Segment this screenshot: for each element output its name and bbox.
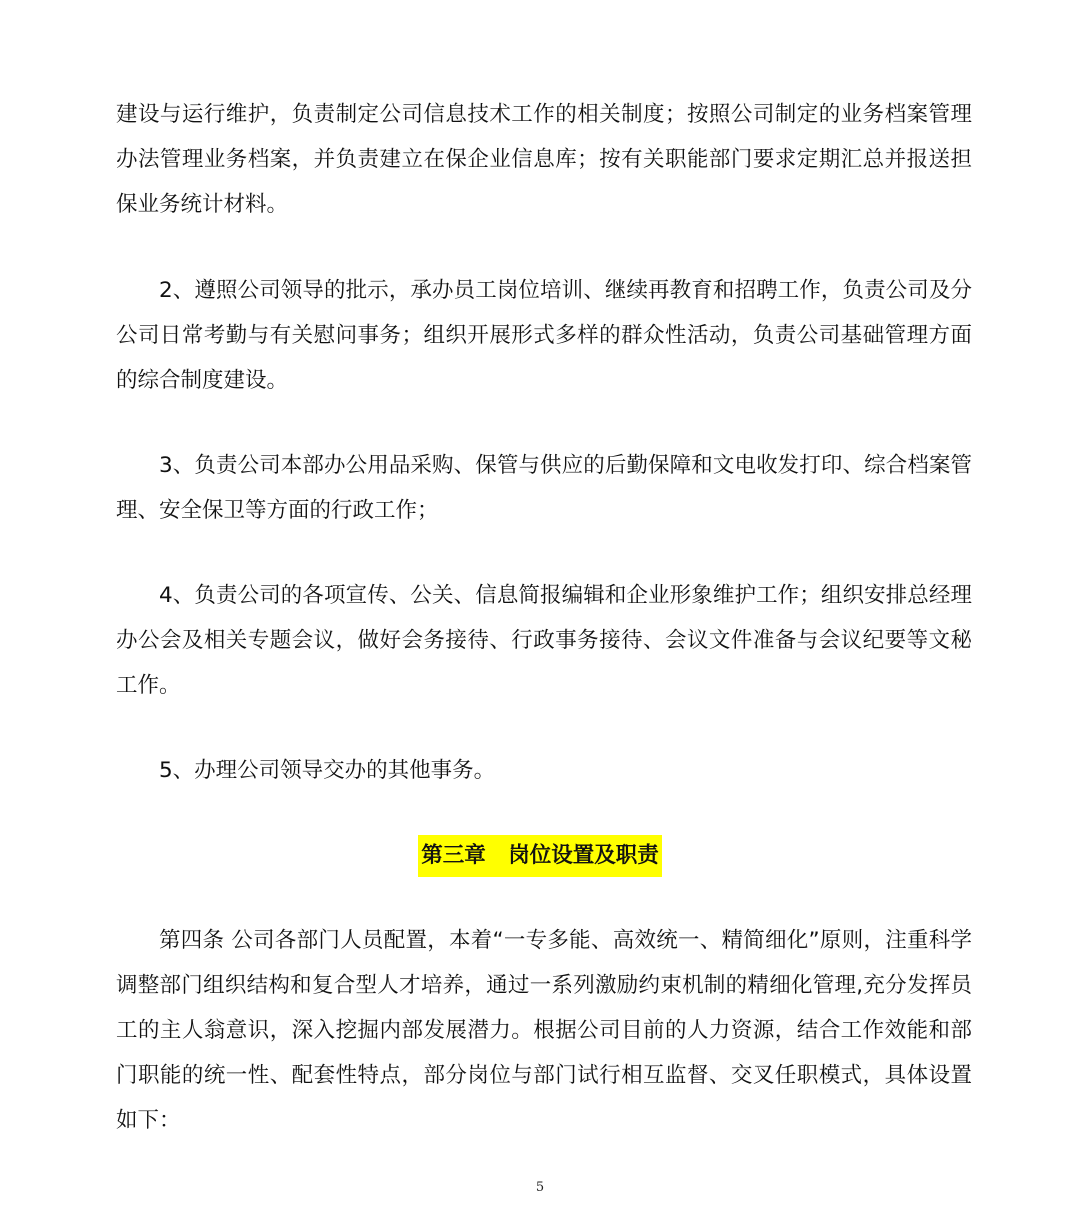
paragraph-item-2: 2、遵照公司领导的批示，承办员工岗位培训、继续再教育和招聘工作，负责公司及分公司日常考勤与有关慰问事务；组织开展形式多样的群众性活动，负责公司基础管理方面的综合制度建设。 (116, 278, 972, 393)
paragraph-item-5: 5、办理公司领导交办的其他事务。 (159, 758, 496, 783)
chapter-heading (0, 835, 1080, 877)
paragraph-item-3: 3、负责公司本部办公用品采购、保管与供应的后勤保障和文电收发打印、综合档案管理、安全保卫等方面的行政工作； (116, 453, 972, 523)
article-paragraph: 第四条 公司各部门人员配置，本着“一专多能、高效统一、精简细化”原则，注重科学调整部门组织结构和复合型人才培养，通过一系列激励约束机制的精细化管理,充分发挥员工的主人翁意识，深入挖掘内部发展潜力。根据公司目前的人力资源，结合工作效能和部门职能的统一性、配套性特点，部分岗位与部门试行相互监督、交叉任职模式，具体设置如下： (116, 928, 972, 1133)
paragraph-item-4: 4、负责公司的各项宣传、公关、信息简报编辑和企业形象维护工作；组织安排总经理办公会及相关专题会议，做好会务接待、行政事务接待、会议文件准备与会议纪要等文秘工作。 (116, 583, 972, 698)
chapter-heading-text: 第三章 岗位设置及职责 (418, 835, 661, 877)
page-number: 5 (535, 1180, 545, 1195)
paragraph-continuation: 建设与运行维护，负责制定公司信息技术工作的相关制度；按照公司制定的业务档案管理办法管理业务档案，并负责建立在保企业信息库；按有关职能部门要求定期汇总并报送担保业务统计材料。 (116, 102, 972, 217)
